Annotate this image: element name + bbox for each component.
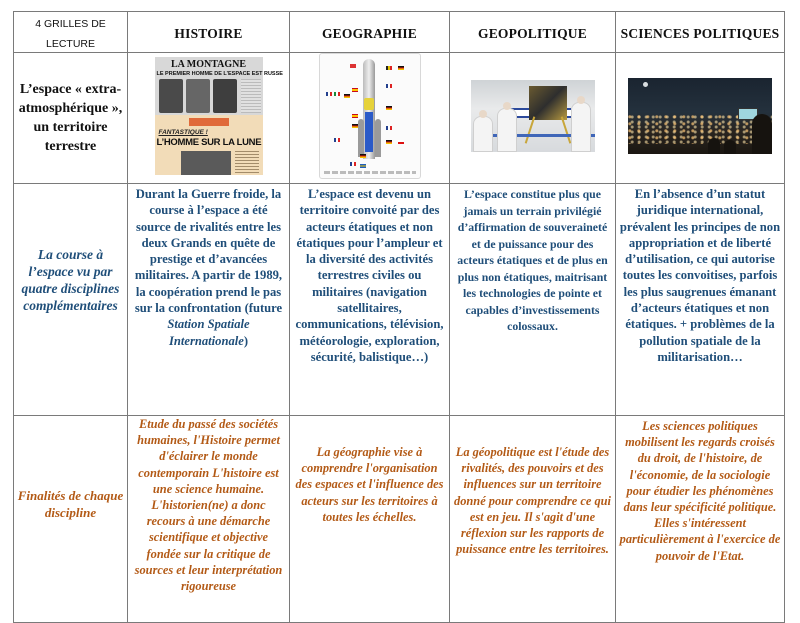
flag-icon bbox=[386, 126, 392, 130]
flag-icon bbox=[360, 164, 366, 168]
header-row bbox=[14, 12, 785, 53]
rocket-diagram-image bbox=[319, 53, 421, 179]
image-cell-sciences-politiques bbox=[616, 53, 785, 184]
newspaper-image bbox=[155, 57, 283, 175]
person-silhouette bbox=[708, 138, 720, 154]
race-cell-geopolitique bbox=[450, 184, 616, 416]
portrait-photo bbox=[213, 79, 237, 113]
column-header-sciences-politiques: SCIENCES POLITIQUES bbox=[616, 12, 785, 53]
race-cell-histoire bbox=[128, 184, 290, 416]
goals-row bbox=[14, 416, 785, 623]
flag-icon bbox=[352, 114, 358, 118]
flag-icon bbox=[360, 154, 366, 158]
flag-icon bbox=[386, 140, 392, 144]
person-silhouette bbox=[752, 114, 772, 154]
newspaper-headline-1: LE PREMIER HOMME DE L’ESPACE EST RUSSE bbox=[156, 71, 283, 77]
lab-photo-image bbox=[471, 80, 595, 152]
row-label-space-territory: L’espace « extra-atmosphérique », un territoire terrestre bbox=[18, 82, 123, 154]
goal-cell-sciences-politiques bbox=[616, 416, 785, 623]
flag-icon bbox=[344, 94, 350, 98]
flag-icon bbox=[350, 64, 356, 68]
goal-text-geographie: La géographie vise à comprendre l'organisation des espaces et l'influence des acteurs sur les territoires à toutes les échelles. bbox=[295, 445, 444, 524]
flag-icon bbox=[398, 140, 404, 144]
flag-icon bbox=[352, 88, 358, 92]
space-race-row bbox=[14, 184, 785, 416]
race-text-sciences-politiques: En l’absence d’un statut juridique international, prévalent les principes de non appropriation et de liberté d’utilisation, ce qui autorise toutes les convoitises, parfois les plus saugrenues émanant d’acteurs étatiques et non étatiques. + problèmes de la pollution spatiale de la militarisation… bbox=[619, 187, 781, 364]
column-header-histoire: HISTOIRE bbox=[128, 12, 290, 53]
second-newspaper-masthead bbox=[189, 118, 229, 126]
reading-grids-table bbox=[13, 11, 785, 623]
flag-icon bbox=[386, 66, 392, 70]
goal-text-geopolitique: La géopolitique est l'étude des rivalités, des pouvoirs et des influences sur un territoire donné pour comprendre ce qui est en jeu. Il s'agit d'une réflexion sur les rapports de puissance entre les territoires. bbox=[454, 445, 611, 557]
goal-cell-geographie bbox=[290, 416, 450, 623]
corner-label: 4 GRILLES DE LECTURE bbox=[35, 18, 106, 50]
race-text-geographie: L’espace est devenu un territoire convoité par des acteurs étatiques et non étatiques pour l’ampleur et la diversité des activités terrestres civiles ou militaires (navigation satellitaires, communications, télévision, météorologie, exploration, sécurité, balistique…) bbox=[295, 187, 444, 364]
flag-icon bbox=[352, 124, 358, 128]
row-label-goals: Finalités de chaque discipline bbox=[17, 488, 124, 520]
row-header-goals bbox=[14, 416, 128, 623]
flag-icon bbox=[386, 84, 392, 88]
race-text-geopolitique: L’espace constitue plus que jamais un terrain privilégié d’affirmation de souveraineté et de puissance pour des acteurs étatiques et de plus en plus non étatiques, maitrisant les technologies de pointe et capables d’investissements colossaux. bbox=[457, 187, 608, 333]
person bbox=[473, 116, 493, 152]
goal-text-sciences-politiques: Les sciences politiques mobilisent les regards croisés du droit, de l'histoire, de l'économie, de la sociologie pour étudier les phénomènes dans leur spécificité politique. Elles s'intéressent particulièrement à l'exercice de pouvoir de l'Etat. bbox=[619, 419, 781, 563]
row-header-space-race bbox=[14, 184, 128, 416]
newspaper-masthead: LA MONTAGNE bbox=[170, 59, 247, 70]
flag-icon bbox=[350, 162, 356, 166]
goal-cell-histoire bbox=[128, 416, 290, 623]
portrait-photo bbox=[186, 79, 210, 113]
image-cell-geopolitique bbox=[450, 53, 616, 184]
night-city-image bbox=[628, 78, 772, 154]
goal-cell-geopolitique bbox=[450, 416, 616, 623]
portrait-photo bbox=[159, 79, 183, 113]
column-header-geographie: GEOGRAPHIE bbox=[290, 12, 450, 53]
person bbox=[571, 102, 591, 152]
person bbox=[497, 108, 517, 152]
flag-icon bbox=[326, 92, 332, 96]
corner-cell bbox=[14, 12, 128, 53]
newspaper-headline-2: L’HOMME SUR LA LUNE bbox=[156, 137, 262, 148]
image-cell-histoire bbox=[128, 53, 290, 184]
moon bbox=[643, 82, 648, 87]
race-cell-geographie bbox=[290, 184, 450, 416]
flag-icon bbox=[386, 106, 392, 110]
image-cell-geographie bbox=[290, 53, 450, 184]
lunar-lander bbox=[529, 86, 567, 120]
flag-icon bbox=[334, 92, 340, 96]
race-cell-sciences-politiques bbox=[616, 184, 785, 416]
column-header-geopolitique: GEOPOLITIQUE bbox=[450, 12, 616, 53]
iss-name: Station Spatiale Internationale bbox=[167, 317, 250, 348]
flag-icon bbox=[334, 138, 340, 142]
row-label-space-race: La course à l’espace vu par quatre disciplines complémentaires bbox=[21, 246, 120, 313]
person-silhouette bbox=[724, 140, 736, 154]
moon-photo bbox=[181, 151, 231, 175]
newspaper-kicker: FANTASTIQUE ! bbox=[158, 129, 208, 136]
images-row bbox=[14, 53, 785, 184]
flag-icon bbox=[398, 66, 404, 70]
row-header-space-territory bbox=[14, 53, 128, 184]
goal-text-histoire: Etude du passé des sociétés humaines, l'Histoire permet d'éclairer le monde contemporain L'histoire est une science humaine. L'historien(ne) a donc recours à une démarche scientifique et objective fondée sur la critique de sources et leur interprétation rigoureuse bbox=[134, 417, 283, 594]
race-text-histoire: Durant la Guerre froide, la course à l’espace a été source de rivalités entre les deux Grands en quête de prestige et d’avancées militaires. A partir de 1989, la coopération prend le pas sur la confrontation (future Station Spatiale Internationale) bbox=[134, 187, 283, 348]
